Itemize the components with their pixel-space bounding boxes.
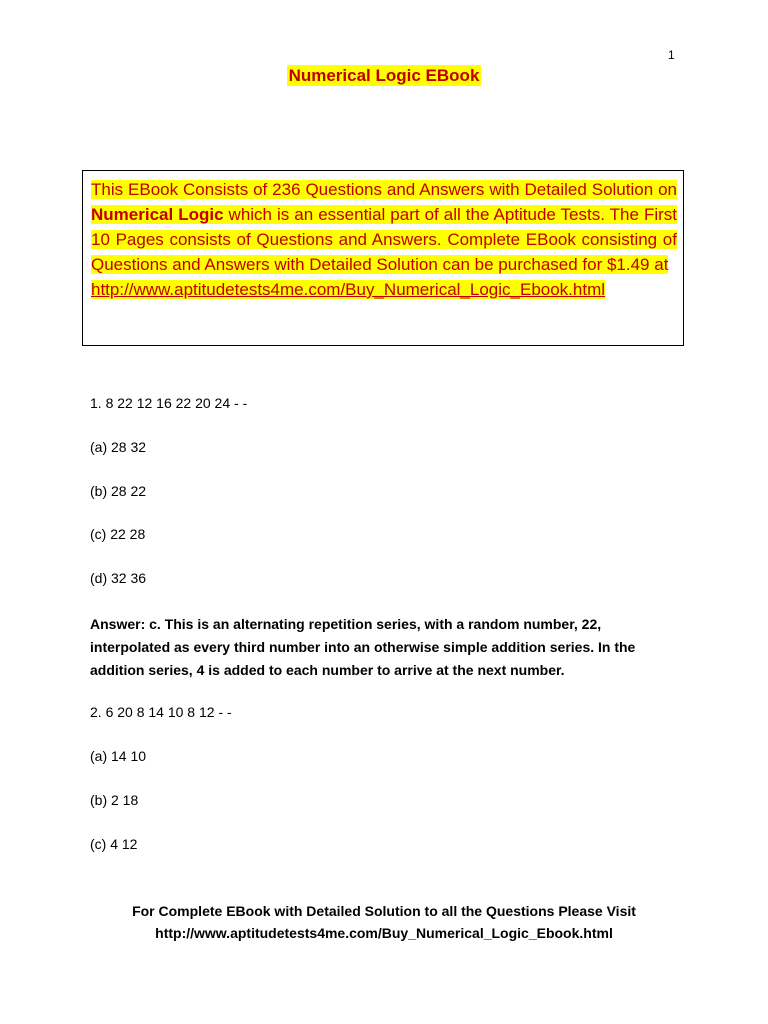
question-1-option-d: (d) 32 36 — [90, 570, 147, 586]
intro-topic: Numerical Logic — [91, 205, 224, 224]
question-2-option-a: (a) 14 10 — [90, 748, 147, 764]
document-title-text: Numerical Logic EBook — [288, 66, 480, 85]
intro-box — [82, 170, 684, 346]
question-1-option-a: (a) 28 32 — [90, 439, 147, 455]
question-1-option-b: (b) 28 22 — [90, 483, 147, 499]
page-number: 1 — [668, 48, 675, 62]
footer-link[interactable]: http://www.aptitudetests4me.com/Buy_Numerical_Logic_Ebook.html — [155, 925, 613, 941]
question-1-answer: Answer: c. This is an alternating repetition series, with a random number, 22, interpolated as every third number into an otherwise simple addition series. In the addition series, 4 is added to each number to arrive at the next number. — [90, 616, 636, 678]
document-title — [0, 66, 768, 86]
question-2-option-b: (b) 2 18 — [90, 792, 139, 808]
footer-line-1: For Complete EBook with Detailed Solution to all the Questions Please Visit — [132, 903, 636, 919]
intro-text — [91, 177, 677, 302]
question-2-text: 2. 6 20 8 14 10 8 12 - - — [90, 704, 232, 720]
intro-link[interactable]: http://www.aptitudetests4me.com/Buy_Numerical_Logic_Ebook.html — [91, 280, 606, 299]
footer — [0, 900, 768, 944]
intro-part2: which is an essential part of all the Aptitude Tests. The First 10 Pages consists of Questions and Answers. Complete EBook consisting of Questions and Answers with Detailed Solution can be purchased for $1.49 at — [91, 205, 677, 274]
question-1-text: 1. 8 22 12 16 22 20 24 - - — [90, 395, 248, 411]
question-2-option-c: (c) 4 12 — [90, 836, 138, 852]
question-1-option-c: (c) 22 28 — [90, 526, 146, 542]
intro-part1: This EBook Consists of 236 Questions and Answers with Detailed Solution on — [91, 180, 677, 199]
